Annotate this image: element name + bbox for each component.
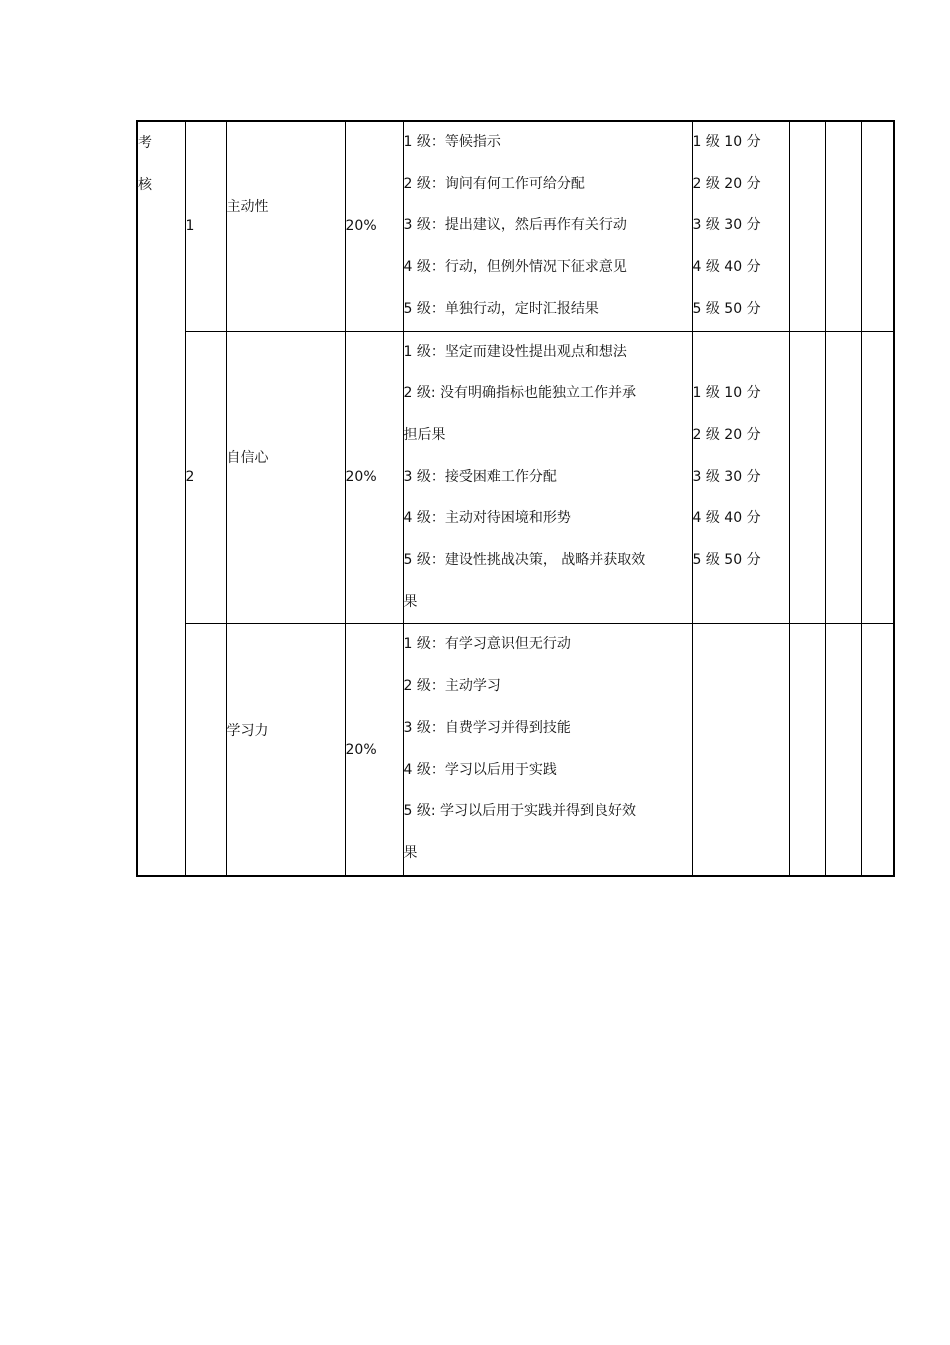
score-line: 2 级 20 分 (692, 426, 761, 443)
score-line: 4 级 40 分 (692, 510, 761, 527)
criterion-name: 主动性 (226, 121, 345, 331)
empty-cell[interactable] (825, 331, 861, 624)
level-line: 2 级：主动学习 (403, 678, 501, 695)
empty-cell[interactable] (789, 624, 825, 876)
assessment-table (136, 120, 895, 877)
score-line (693, 332, 789, 374)
level-line: 4 级：行动，但例外情况下征求意见 (403, 259, 627, 276)
criterion-name: 学习力 (226, 624, 345, 876)
criterion-weight: 20% (345, 624, 403, 876)
score-line: 3 级 30 分 (692, 217, 761, 234)
level-line: 5 级：建设性挑战决策， 战略并获取效 (403, 552, 646, 569)
score-line: 1 级 10 分 (692, 134, 761, 150)
row-index (185, 624, 226, 876)
criterion-weight: 20% (345, 121, 403, 331)
level-scores (692, 121, 789, 331)
level-line: 果 (403, 844, 418, 861)
category-char: 考 (138, 135, 152, 151)
level-descriptions (403, 121, 692, 331)
category-cell (137, 121, 185, 876)
empty-cell[interactable] (861, 624, 894, 876)
level-line: 1 级：坚定而建设性提出观点和想法 (403, 343, 627, 360)
level-line: 4 级：学习以后用于实践 (403, 761, 557, 778)
level-line: 5 级：单独行动，定时汇报结果 (403, 300, 599, 317)
table-row (137, 331, 894, 624)
table-row (137, 624, 894, 876)
level-line: 4 级：主动对待困境和形势 (403, 510, 571, 527)
level-line: 担后果 (403, 426, 446, 443)
criterion-name: 自信心 (226, 331, 345, 624)
level-line: 3 级：自费学习并得到技能 (403, 719, 571, 736)
score-line: 3 级 30 分 (692, 468, 761, 485)
level-line: 1 级：等候指示 (403, 134, 501, 150)
table-row (137, 121, 894, 331)
level-line: 3 级：接受困难工作分配 (403, 468, 557, 485)
category-char: 核 (138, 177, 152, 193)
level-line: 2 级: 没有明确指标也能独立工作并承 (403, 385, 637, 402)
level-line: 1 级：有学习意识但无行动 (403, 636, 571, 653)
level-line: 2 级：询问有何工作可给分配 (403, 175, 585, 192)
empty-cell[interactable] (825, 121, 861, 331)
empty-cell[interactable] (789, 121, 825, 331)
empty-cell[interactable] (789, 331, 825, 624)
criterion-weight: 20% (345, 331, 403, 624)
level-line: 5 级: 学习以后用于实践并得到良好效 (403, 803, 637, 820)
level-line: 果 (403, 593, 418, 610)
score-line: 5 级 50 分 (692, 552, 761, 569)
level-descriptions (403, 624, 692, 876)
level-line: 3 级：提出建议，然后再作有关行动 (403, 217, 627, 234)
empty-cell[interactable] (861, 121, 894, 331)
level-descriptions (403, 331, 692, 624)
level-scores (692, 624, 789, 876)
empty-cell[interactable] (825, 624, 861, 876)
level-scores (692, 331, 789, 624)
row-index: 2 (185, 331, 226, 624)
score-line: 2 级 20 分 (692, 175, 761, 192)
score-line: 5 级 50 分 (692, 300, 761, 317)
empty-cell[interactable] (861, 331, 894, 624)
row-index: 1 (185, 121, 226, 331)
score-line: 1 级 10 分 (692, 385, 761, 402)
score-line: 4 级 40 分 (692, 259, 761, 276)
